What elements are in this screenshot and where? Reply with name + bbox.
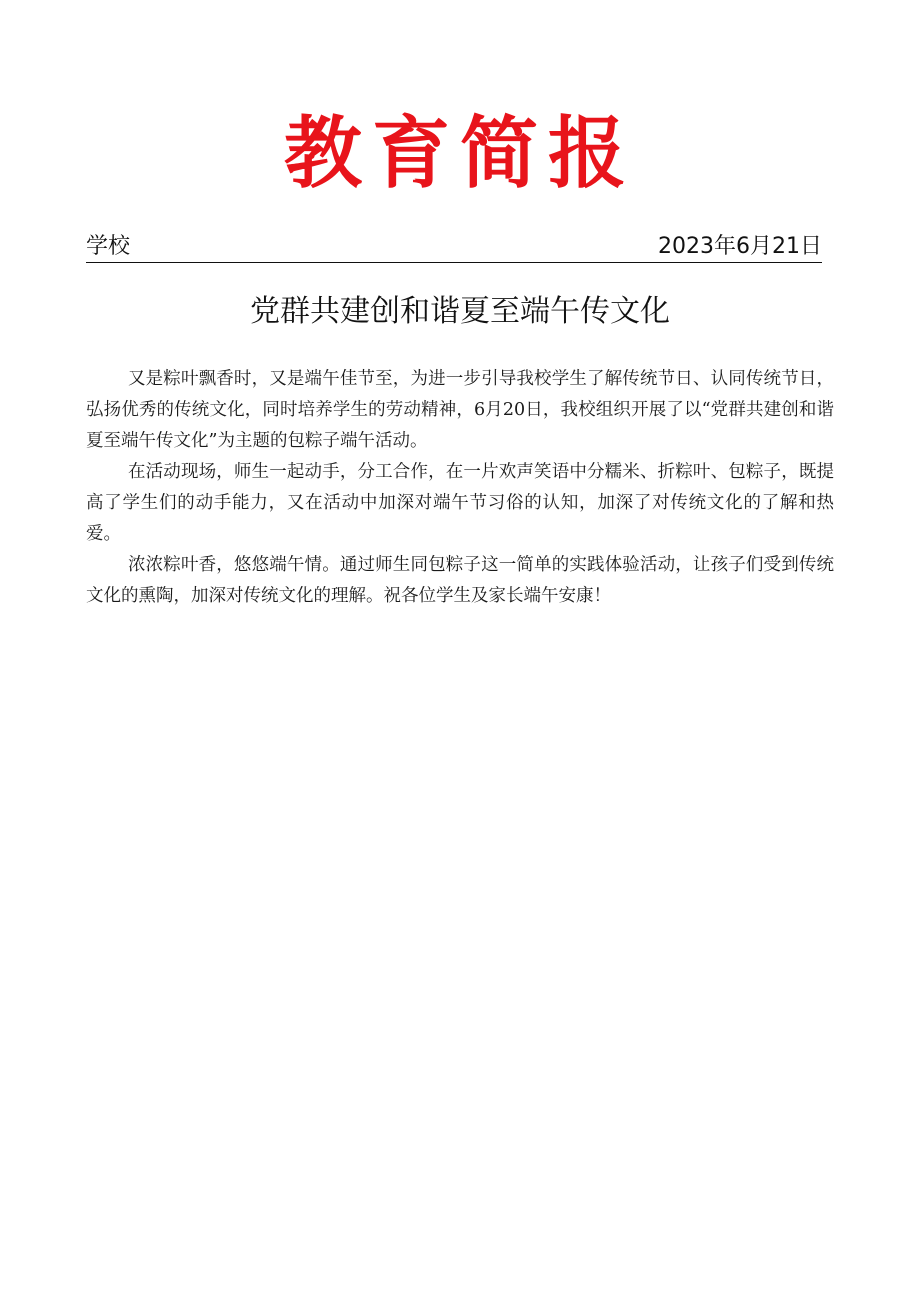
masthead-title: 教育简报 <box>283 108 636 199</box>
school-label: 学校 <box>86 234 131 259</box>
article-paragraph: 浓浓粽叶香，悠悠端午情。通过师生同包粽子这一简单的实践体验活动，让孩子们受到传统文化的熏陶，加深对传统文化的理解。祝各位学生及家长端午安康！ <box>86 555 834 606</box>
article-paragraph: 在活动现场，师生一起动手，分工合作，在一片欢声笑语中分糯米、折粽叶、包粽子，既提高了学生们的动手能力，又在活动中加深对端午节习俗的认知，加深了对传统文化的了解和热爱。 <box>86 462 834 544</box>
info-bar <box>86 232 822 263</box>
article-body <box>86 364 834 612</box>
article-paragraph: 又是粽叶飘香时，又是端午佳节至，为进一步引导我校学生了解传统节日、认同传统节日，弘扬优秀的传统文化，同时培养学生的劳动精神，6月20日，我校组织开展了以“党群共建创和谐夏至端午传文化”为主题的包粽子端午活动。 <box>86 369 834 451</box>
issue-date: 2023年6月21日 <box>658 234 822 259</box>
article-headline: 党群共建创和谐夏至端午传文化 <box>250 294 670 329</box>
